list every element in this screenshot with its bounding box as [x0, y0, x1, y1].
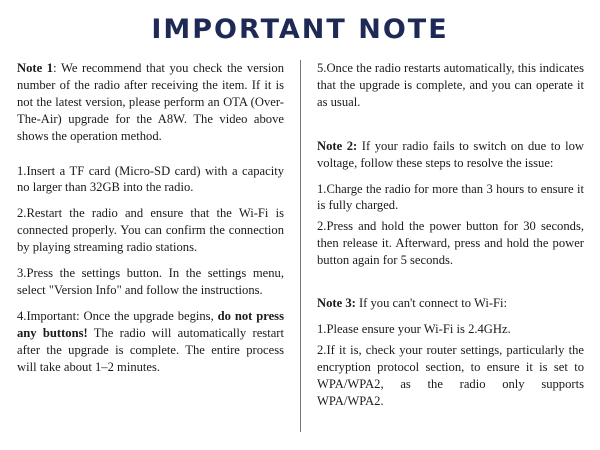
- upgrade-step-4: [17, 308, 284, 376]
- note-2-text: If your radio fails to switch on due to low voltage, follow these steps to resolve the issue:: [317, 138, 584, 170]
- note-1-label: Note 1: [17, 61, 54, 75]
- upgrade-step-2: 2.Restart the radio and ensure that the Wi-Fi is connected properly. You can confirm the connection by playing streaming radio stations.: [17, 206, 284, 255]
- page-title: IMPORTANT NOTE: [151, 14, 449, 45]
- note-3-label: Note 3:: [317, 296, 356, 311]
- upgrade-step-4-text: 4.Important: Once the upgrade begins,: [17, 308, 218, 323]
- note-2-label: Note 2:: [317, 138, 358, 153]
- note-3: [317, 295, 584, 312]
- note-2: [317, 138, 584, 172]
- voltage-step-2: 2.Press and hold the power button for 30 seconds, then release it. Afterward, press and hold the power button again for 5 seconds.: [317, 219, 584, 268]
- voltage-step-1: 1.Charge the radio for more than 3 hours to ensure it is fully charged.: [317, 181, 584, 213]
- wifi-step-1: 1.Please ensure your Wi-Fi is 2.4GHz.: [317, 321, 511, 336]
- upgrade-step-3: 3.Press the settings button. In the settings menu, select "Version Info" and follow the instructions.: [17, 266, 284, 297]
- column-divider: [300, 60, 301, 432]
- note-1: [17, 60, 284, 145]
- upgrade-step-1: 1.Insert a TF card (Micro-SD card) with a capacity no larger than 32GB into the radio.: [17, 163, 284, 195]
- upgrade-step-4-text-end: The radio will automatically restart after the upgrade is complete. The entire process will take about 1–2 minutes.: [17, 325, 284, 374]
- note-3-text: If you can't connect to Wi-Fi:: [355, 296, 508, 311]
- upgrade-step-5: 5.Once the radio restarts automatically, this indicates that the upgrade is complete, and you can operate it as usual.: [317, 61, 584, 109]
- right-column: [317, 57, 584, 410]
- note-1-text: : We recommend that you check the version number of the radio after receiving the item. If it is not the latest version, please perform an OTA (Over-The-Air) upgrade for the A8W. The video above shows the operation method.: [17, 61, 285, 143]
- wifi-step-2: 2.If it is, check your router settings, particularly the encryption protocol section, to ensure it is set to WPA/WPA2, as the radio only supports WPA/WPA2.: [317, 342, 584, 408]
- left-column: [17, 57, 284, 376]
- upgrade-step-4-warning: do not press any buttons!: [17, 308, 284, 340]
